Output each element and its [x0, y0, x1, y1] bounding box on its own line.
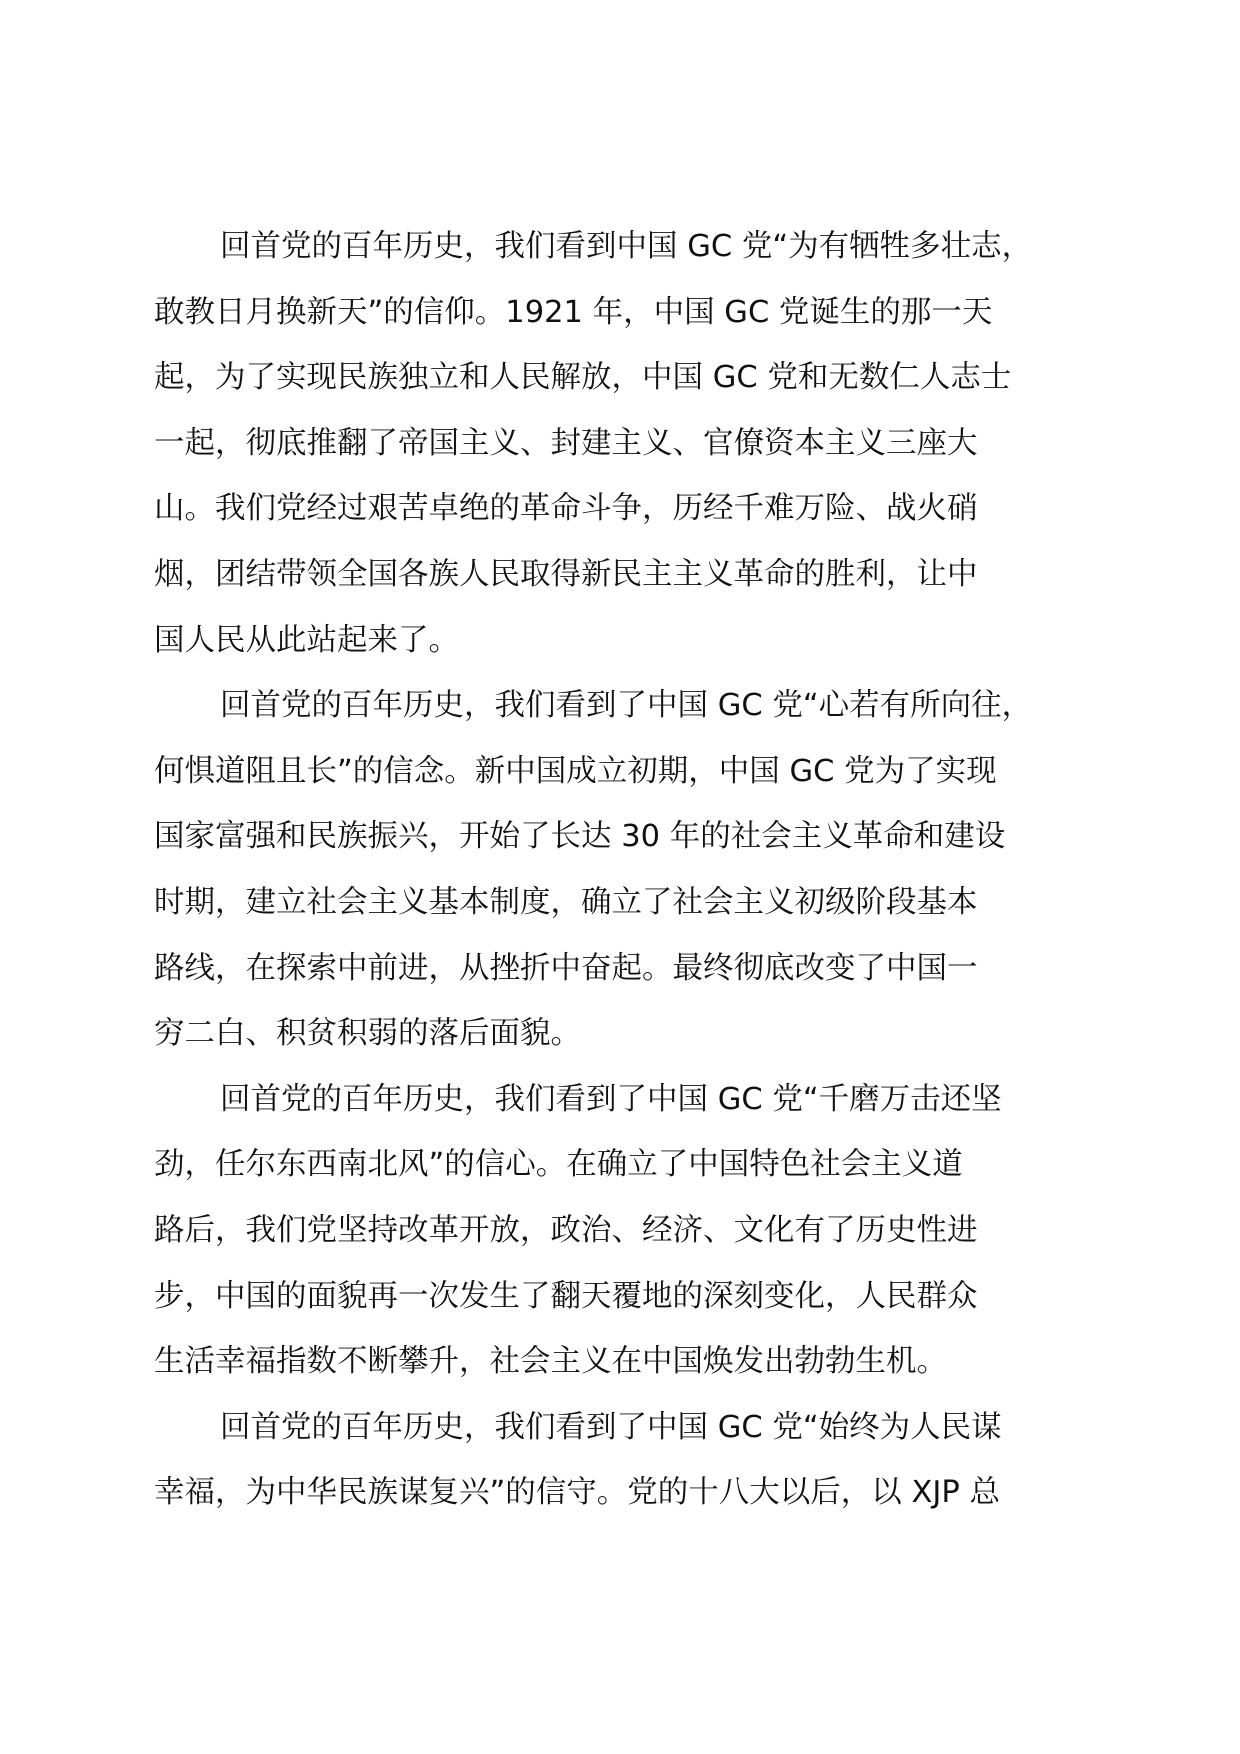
text-line: 敢教日月换新天”的信仰。1921 年，中国 GC 党诞生的那一天	[154, 294, 993, 330]
paragraph-4	[154, 1395, 1100, 1526]
text-line: 回首党的百年历史，我们看到了中国 GC 党“始终为人民谋	[220, 1409, 1002, 1445]
text-line: 时期，建立社会主义基本制度，确立了社会主义初级阶段基本	[154, 884, 978, 920]
text-line: 烟，团结带领全国各族人民取得新民主主义革命的胜利，让中	[154, 556, 978, 592]
text-line: 国家富强和民族振兴，开始了长达 30 年的社会主义革命和建设	[154, 819, 1006, 855]
text-line: 幸福，为中华民族谋复兴”的信守。党的十八大以后，以 XJP 总	[154, 1475, 1000, 1511]
paragraph-3	[154, 1067, 1100, 1395]
text-line: 回首党的百年历史，我们看到中国 GC 党“为有牺牲多壮志，	[220, 229, 1033, 264]
paragraph-2	[154, 673, 1100, 1067]
text-line: 路后，我们党坚持改革开放，政治、经济、文化有了历史性进	[154, 1212, 978, 1248]
paragraph-1	[154, 214, 1100, 673]
text-line: 回首党的百年历史，我们看到了中国 GC 党“千磨万击还坚	[220, 1081, 1002, 1117]
text-line: 何惧道阻且长”的信念。新中国成立初期，中国 GC 党为了实现	[154, 753, 997, 789]
text-line: 穷二白、积贫积弱的落后面貌。	[154, 1016, 581, 1052]
text-line: 国人民从此站起来了。	[154, 622, 459, 658]
text-line: 起，为了实现民族独立和人民解放，中国 GC 党和无数仁人志士	[154, 360, 1012, 396]
text-line: 回首党的百年历史，我们看到了中国 GC 党“心若有所向往，	[220, 688, 1033, 724]
document-body	[154, 214, 1100, 1526]
text-line: 劲，任尔东西南北风”的信心。在确立了中国特色社会主义道	[154, 1147, 963, 1183]
text-line: 山。我们党经过艰苦卓绝的革命斗争，历经千难万险、战火硝	[154, 491, 978, 527]
text-line: 步，中国的面貌再一次发生了翻天覆地的深刻变化，人民群众	[154, 1278, 978, 1314]
text-line: 一起，彻底推翻了帝国主义、封建主义、官僚资本主义三座大	[154, 425, 978, 461]
text-line: 路线，在探索中前进，从挫折中奋起。最终彻底改变了中国一	[154, 950, 978, 986]
text-line: 生活幸福指数不断攀升，社会主义在中国焕发出勃勃生机。	[154, 1344, 947, 1380]
